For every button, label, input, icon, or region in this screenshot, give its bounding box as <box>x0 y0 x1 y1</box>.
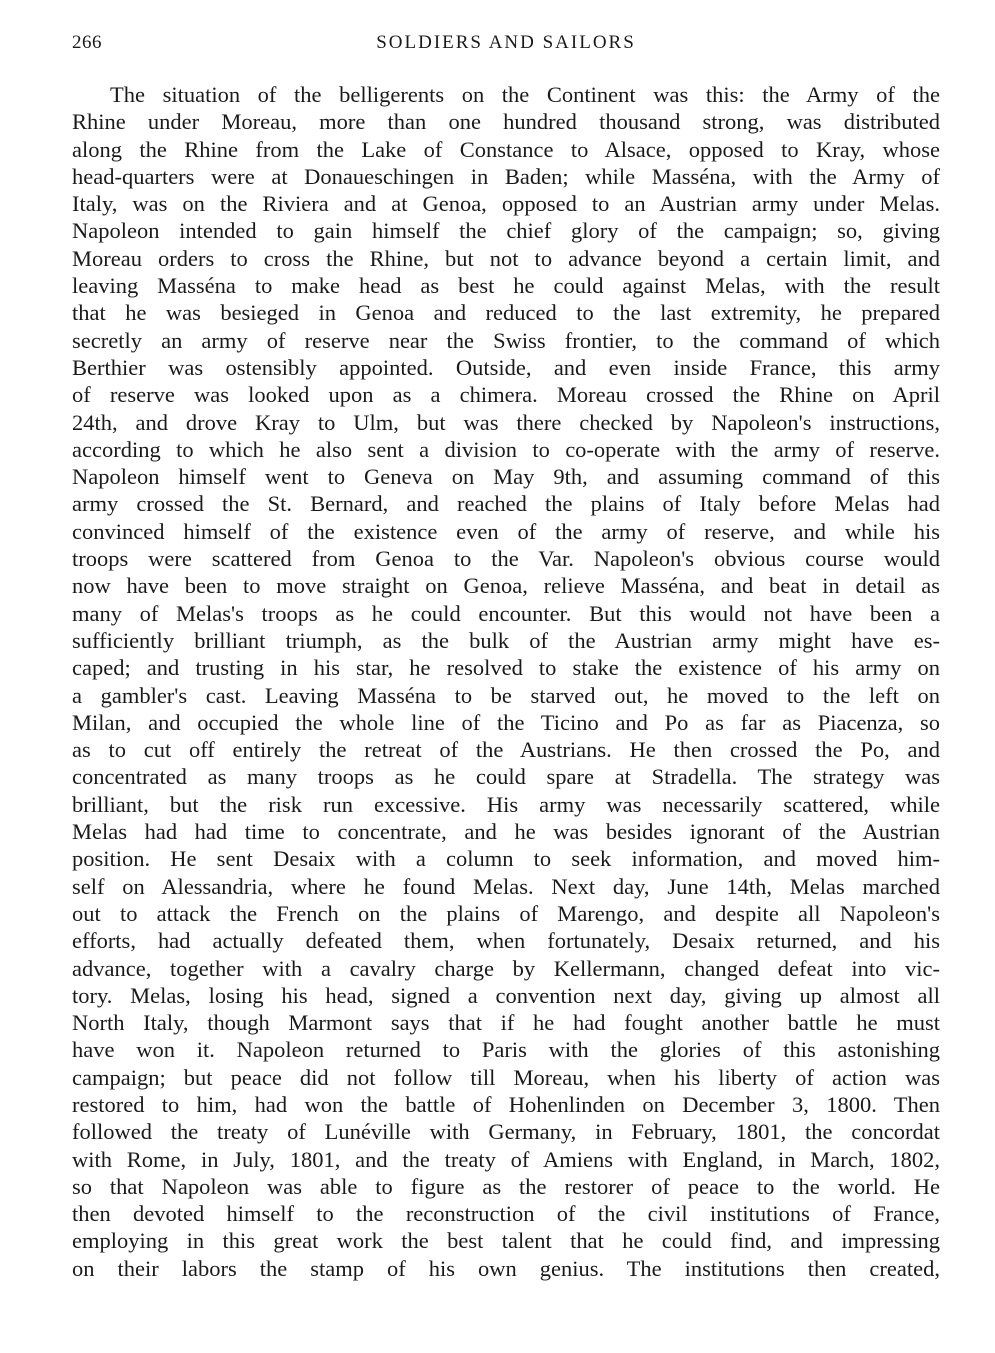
text-line: troops were scattered from Genoa to the Var. Napoleon's obvious course would <box>72 546 940 572</box>
text-line: head-quarters were at Donaueschingen in Baden; while Masséna, with the Army of <box>72 163 940 189</box>
text-line: Moreau orders to cross the Rhine, but not to advance beyond a certain limit, and <box>72 245 940 271</box>
text-line: Melas had had time to concentrate, and he was besides ignorant of the Austrian <box>72 819 940 845</box>
text-line: out to attack the French on the plains of Marengo, and despite all Napoleon's <box>72 900 940 926</box>
text-line: efforts, had actually defeated them, when fortunately, Desaix returned, and his <box>72 928 940 954</box>
page-number: 266 <box>72 32 102 53</box>
text-line: caped; and trusting in his star, he resolved to stake the existence of his army on <box>72 655 940 681</box>
text-line: restored to him, had won the battle of Hohenlinden on December 3, 1800. Then <box>72 1091 940 1117</box>
text-line: leaving Masséna to make head as best he could against Melas, with the result <box>72 273 940 299</box>
text-line: so that Napoleon was able to figure as the restorer of peace to the world. He <box>72 1173 940 1199</box>
text-line: many of Melas's troops as he could encounter. But this would not have been a <box>72 600 940 626</box>
text-line: according to which he also sent a division to co-operate with the army of reserve. <box>72 436 940 462</box>
running-title: SOLDIERS AND SAILORS <box>376 32 636 53</box>
body-paragraph <box>72 81 940 1282</box>
text-line: now have been to move straight on Genoa, relieve Masséna, and beat in detail as <box>72 573 940 599</box>
text-line: sufficiently brilliant triumph, as the bulk of the Austrian army might have es- <box>72 627 940 653</box>
text-line: Rhine under Moreau, more than one hundred thousand strong, was distributed <box>72 109 940 135</box>
text-line: Napoleon himself went to Geneva on May 9th, and assuming command of this <box>72 464 940 490</box>
text-line: The situation of the belligerents on the Continent was this: the Army of the <box>110 82 940 107</box>
text-line: a gambler's cast. Leaving Masséna to be starved out, he moved to the left on <box>72 682 940 708</box>
text-line: convinced himself of the existence even of the army of reserve, and while his <box>72 518 940 544</box>
page-header <box>72 32 940 62</box>
text-line: tory. Melas, losing his head, signed a convention next day, giving up almost all <box>72 982 940 1008</box>
text-line: employing in this great work the best talent that he could find, and impressing <box>72 1228 940 1254</box>
text-line: along the Rhine from the Lake of Constance to Alsace, opposed to Kray, whose <box>72 136 940 162</box>
text-line: 24th, and drove Kray to Ulm, but was there checked by Napoleon's instructions, <box>72 409 940 435</box>
text-line: Napoleon intended to gain himself the chief glory of the campaign; so, giving <box>72 218 940 244</box>
text-line: that he was besieged in Genoa and reduced to the last extremity, he prepared <box>72 300 940 326</box>
text-line: position. He sent Desaix with a column to seek information, and moved him- <box>72 846 940 872</box>
text-line: Berthier was ostensibly appointed. Outside, and even inside France, this army <box>72 354 940 380</box>
text-line: as to cut off entirely the retreat of the Austrians. He then crossed the Po, and <box>72 737 940 763</box>
text-line: concentrated as many troops as he could spare at Stradella. The strategy was <box>72 764 940 790</box>
text-line: advance, together with a cavalry charge by Kellermann, changed defeat into vic- <box>72 955 940 981</box>
text-line: then devoted himself to the reconstruction of the civil institutions of France, <box>72 1201 940 1227</box>
text-line: Milan, and occupied the whole line of the Ticino and Po as far as Piacenza, so <box>72 709 940 735</box>
text-line: army crossed the St. Bernard, and reached the plains of Italy before Melas had <box>72 491 940 517</box>
text-line: of reserve was looked upon as a chimera. Moreau crossed the Rhine on April <box>72 382 940 408</box>
text-line: North Italy, though Marmont says that if he had fought another battle he must <box>72 1010 940 1036</box>
text-line: Italy, was on the Riviera and at Genoa, opposed to an Austrian army under Melas. <box>72 191 940 217</box>
text-line: campaign; but peace did not follow till Moreau, when his liberty of action was <box>72 1064 940 1090</box>
text-line: with Rome, in July, 1801, and the treaty of Amiens with England, in March, 1802, <box>72 1146 940 1172</box>
text-line: on their labors the stamp of his own genius. The institutions then created, <box>72 1255 940 1281</box>
text-line: have won it. Napoleon returned to Paris with the glories of this astonishing <box>72 1037 940 1063</box>
text-line: self on Alessandria, where he found Melas. Next day, June 14th, Melas marched <box>72 873 940 899</box>
text-line: secretly an army of reserve near the Swiss frontier, to the command of which <box>72 327 940 353</box>
text-line: followed the treaty of Lunéville with Germany, in February, 1801, the concordat <box>72 1119 940 1145</box>
text-line: brilliant, but the risk run excessive. His army was necessarily scattered, while <box>72 791 940 817</box>
